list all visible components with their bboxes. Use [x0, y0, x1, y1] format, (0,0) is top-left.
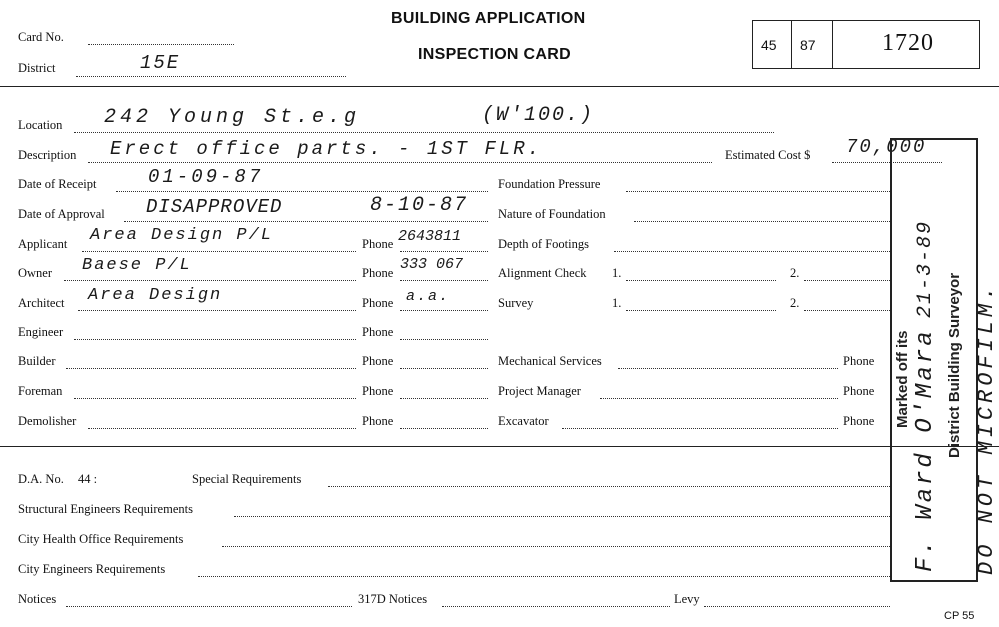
notices-317d-line	[442, 606, 670, 607]
notices-label: Notices	[18, 592, 57, 606]
title-line-1: BUILDING APPLICATION	[391, 10, 586, 27]
date-of-approval-label: Date of Approval	[18, 207, 105, 221]
alignment-check-line-1	[626, 280, 776, 281]
levy-line	[704, 606, 890, 607]
stamp-signature: F. Ward O'Mara	[912, 328, 939, 572]
foreman-line	[74, 398, 356, 399]
date-of-approval-value: DISAPPROVED	[146, 196, 283, 218]
description-value: Erect office parts. - 1ST FLR.	[110, 138, 543, 160]
excavator-line	[562, 428, 838, 429]
notices-317d-label: 317D Notices	[358, 592, 428, 606]
survey-line-2	[804, 310, 890, 311]
builder-phone-label: Phone	[362, 354, 394, 368]
architect-phone-value: a.a.	[406, 288, 451, 305]
applicant-label: Applicant	[18, 237, 68, 251]
form-code: CP 55	[944, 610, 975, 622]
notices-line	[66, 606, 352, 607]
demolisher-label: Demolisher	[18, 414, 77, 428]
owner-label: Owner	[18, 266, 53, 280]
levy-label: Levy	[674, 592, 700, 606]
nature-of-foundation-line	[634, 221, 890, 222]
survey-line-1	[626, 310, 776, 311]
special-requirements-line	[328, 486, 890, 487]
city-engineers-label: City Engineers Requirements	[18, 562, 166, 576]
architect-line	[78, 310, 356, 311]
owner-value: Baese P/L	[82, 256, 192, 275]
location-label: Location	[18, 118, 63, 132]
alignment-check-1: 1.	[612, 266, 622, 280]
owner-line	[64, 280, 356, 281]
district-label: District	[18, 61, 56, 75]
architect-value: Area Design	[88, 286, 223, 305]
foreman-label: Foreman	[18, 384, 63, 398]
engineer-phone-label: Phone	[362, 325, 394, 339]
divider-middle	[0, 446, 999, 447]
stamp-content	[890, 138, 978, 582]
card-no-line	[88, 44, 234, 45]
location-line	[74, 132, 774, 133]
survey-2: 2.	[790, 296, 800, 310]
survey-1: 1.	[612, 296, 622, 310]
applicant-phone-label: Phone	[362, 237, 394, 251]
foundation-pressure-label: Foundation Pressure	[498, 177, 601, 191]
stamp-line-2: District Building Surveyor	[946, 272, 963, 458]
excavator-label: Excavator	[498, 414, 549, 428]
approval-date-value: 8-10-87	[370, 194, 469, 217]
district-line	[76, 76, 346, 77]
architect-label: Architect	[18, 296, 65, 310]
card-no-label: Card No.	[18, 30, 64, 44]
estimated-cost-value: 70,000	[846, 136, 927, 158]
mechanical-services-label: Mechanical Services	[498, 354, 602, 368]
city-engineers-line	[198, 576, 890, 577]
special-requirements-label: Special Requirements	[192, 472, 302, 486]
builder-phone-line	[400, 368, 488, 369]
applicant-value: Area Design P/L	[90, 226, 274, 245]
builder-label: Builder	[18, 354, 56, 368]
applicant-phone-line	[400, 251, 488, 252]
location-value: 242 Young St.e.g	[104, 106, 361, 129]
district-value: 15E	[140, 52, 181, 74]
location-note: (W'100.)	[482, 104, 595, 127]
alignment-check-2: 2.	[790, 266, 800, 280]
applicant-line	[82, 251, 356, 252]
excavator-phone-label: Phone	[843, 414, 875, 428]
card-number: 1720	[882, 30, 934, 56]
mechanical-phone-label: Phone	[843, 354, 875, 368]
engineer-line	[74, 339, 356, 340]
stamp-line-1: Marked off its	[894, 330, 911, 428]
date-of-receipt-line	[116, 191, 488, 192]
architect-phone-line	[400, 310, 488, 311]
city-health-line	[222, 546, 890, 547]
engineer-label: Engineer	[18, 325, 64, 339]
project-manager-phone-label: Phone	[843, 384, 875, 398]
da-no-label: D.A. No.	[18, 472, 64, 486]
foreman-phone-label: Phone	[362, 384, 394, 398]
da-no-value: 44 :	[78, 472, 98, 486]
box-divider-1	[791, 20, 792, 69]
nature-of-foundation-label: Nature of Foundation	[498, 207, 606, 221]
description-line	[88, 162, 712, 163]
alignment-check-line-2	[804, 280, 890, 281]
demolisher-line	[88, 428, 356, 429]
foreman-phone-line	[400, 398, 488, 399]
date-of-approval-line	[124, 221, 488, 222]
ref-b: 87	[800, 37, 816, 53]
side-note-wrap	[972, 250, 999, 580]
project-manager-label: Project Manager	[498, 384, 581, 398]
foundation-pressure-line	[626, 191, 890, 192]
owner-phone-label: Phone	[362, 266, 394, 280]
city-health-label: City Health Office Requirements	[18, 532, 184, 546]
stamp-date: 21-3-89	[914, 219, 937, 318]
applicant-phone-value: 2643811	[398, 228, 462, 245]
alignment-check-label: Alignment Check	[498, 266, 587, 280]
depth-of-footings-label: Depth of Footings	[498, 237, 589, 251]
engineer-phone-line	[400, 339, 488, 340]
box-divider-2	[832, 20, 833, 69]
owner-phone-value: 333 067	[400, 256, 464, 273]
date-of-receipt-value: 01-09-87	[148, 166, 264, 188]
date-of-receipt-label: Date of Receipt	[18, 177, 97, 191]
title-line-2: INSPECTION CARD	[418, 46, 571, 63]
structural-engineers-label: Structural Engineers Requirements	[18, 502, 193, 516]
divider-top	[0, 86, 999, 87]
owner-phone-line	[400, 280, 488, 281]
architect-phone-label: Phone	[362, 296, 394, 310]
mechanical-services-line	[618, 368, 838, 369]
card-number-box	[752, 20, 980, 69]
side-note: DO NOT MICROFILM.	[974, 282, 999, 575]
survey-label: Survey	[498, 296, 534, 310]
structural-engineers-line	[234, 516, 890, 517]
description-label: Description	[18, 148, 77, 162]
depth-of-footings-line	[614, 251, 890, 252]
estimated-cost-label: Estimated Cost $	[725, 148, 811, 162]
ref-a: 45	[761, 37, 777, 53]
builder-line	[66, 368, 356, 369]
project-manager-line	[600, 398, 838, 399]
demolisher-phone-label: Phone	[362, 414, 394, 428]
demolisher-phone-line	[400, 428, 488, 429]
